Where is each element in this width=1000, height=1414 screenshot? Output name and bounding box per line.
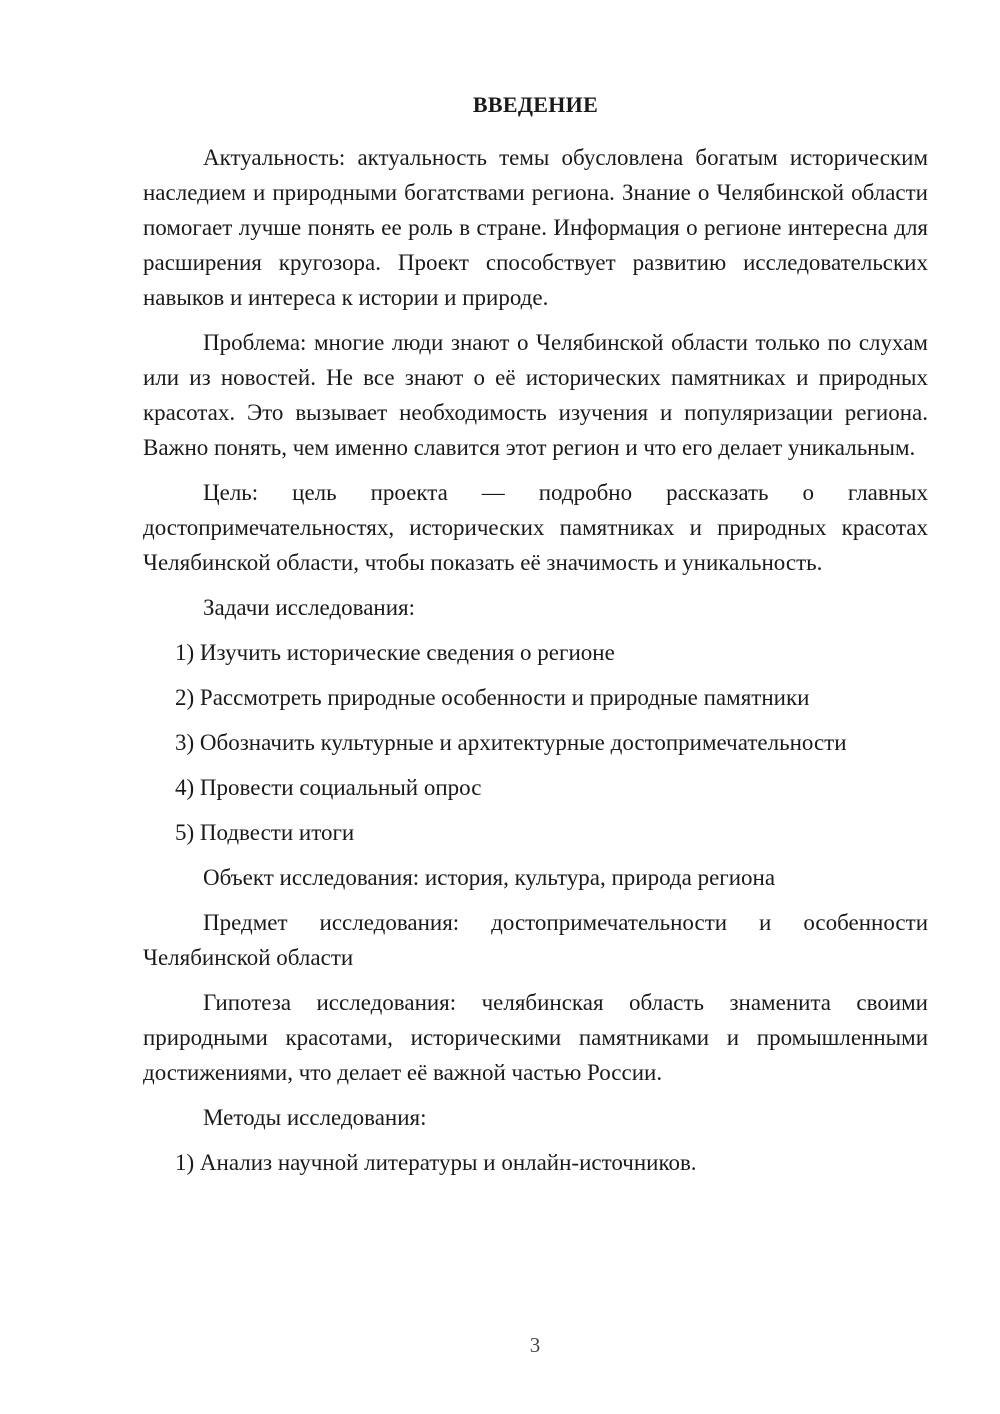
subject-paragraph: Предмет исследования: достопримечательности и особенности Челябинской области [143,910,928,970]
document-page [143,92,928,1190]
tasks-title: Задачи исследования: [203,595,416,620]
relevance-paragraph: Актуальность: актуальность темы обусловлена богатым историческим наследием и природными богатствами региона. Знание о Челябинской области помогает лучше понять ее роль в стране. Информация о регионе интересна для расширения кругозора. Проект способствует развитию исследовательских навыков и интереса к истории и природе. [143,145,928,310]
hypothesis-paragraph: Гипотеза исследования: челябинская область знаменита своими природными красотами, историческими памятниками и промышленными достижениями, что делает её важной частью России. [143,990,928,1085]
methods-title: Методы исследования: [203,1105,427,1130]
problem-paragraph: Проблема: многие люди знают о Челябинской области только по слухам или из новостей. Не все знают о её исторических памятниках и природных красотах. Это вызывает необходимость изучения и популяризации региона. Важно понять, чем именно славится этот регион и что его делает уникальным. [143,330,928,460]
methods-list [143,1145,928,1180]
list-item: 1) Анализ научной литературы и онлайн-источников. [175,1150,697,1175]
list-item: 2) Рассмотреть природные особенности и природные памятники [175,685,810,710]
list-item: 3) Обозначить культурные и архитектурные достопримечательности [175,730,847,755]
tasks-list [143,635,928,850]
list-item: 5) Подвести итоги [175,820,355,845]
list-item: 1) Изучить исторические сведения о регионе [175,640,615,665]
list-item: 4) Провести социальный опрос [175,775,482,800]
section-heading: ВВЕДЕНИЕ [472,92,599,117]
goal-paragraph: Цель: цель проекта — подробно рассказать о главных достопримечательностях, исторических памятниках и природных красотах Челябинской области, чтобы показать её значимость и уникальность. [143,480,928,575]
object-paragraph: Объект исследования: история, культура, природа региона [203,865,776,890]
page-number: 3 [529,1333,541,1357]
